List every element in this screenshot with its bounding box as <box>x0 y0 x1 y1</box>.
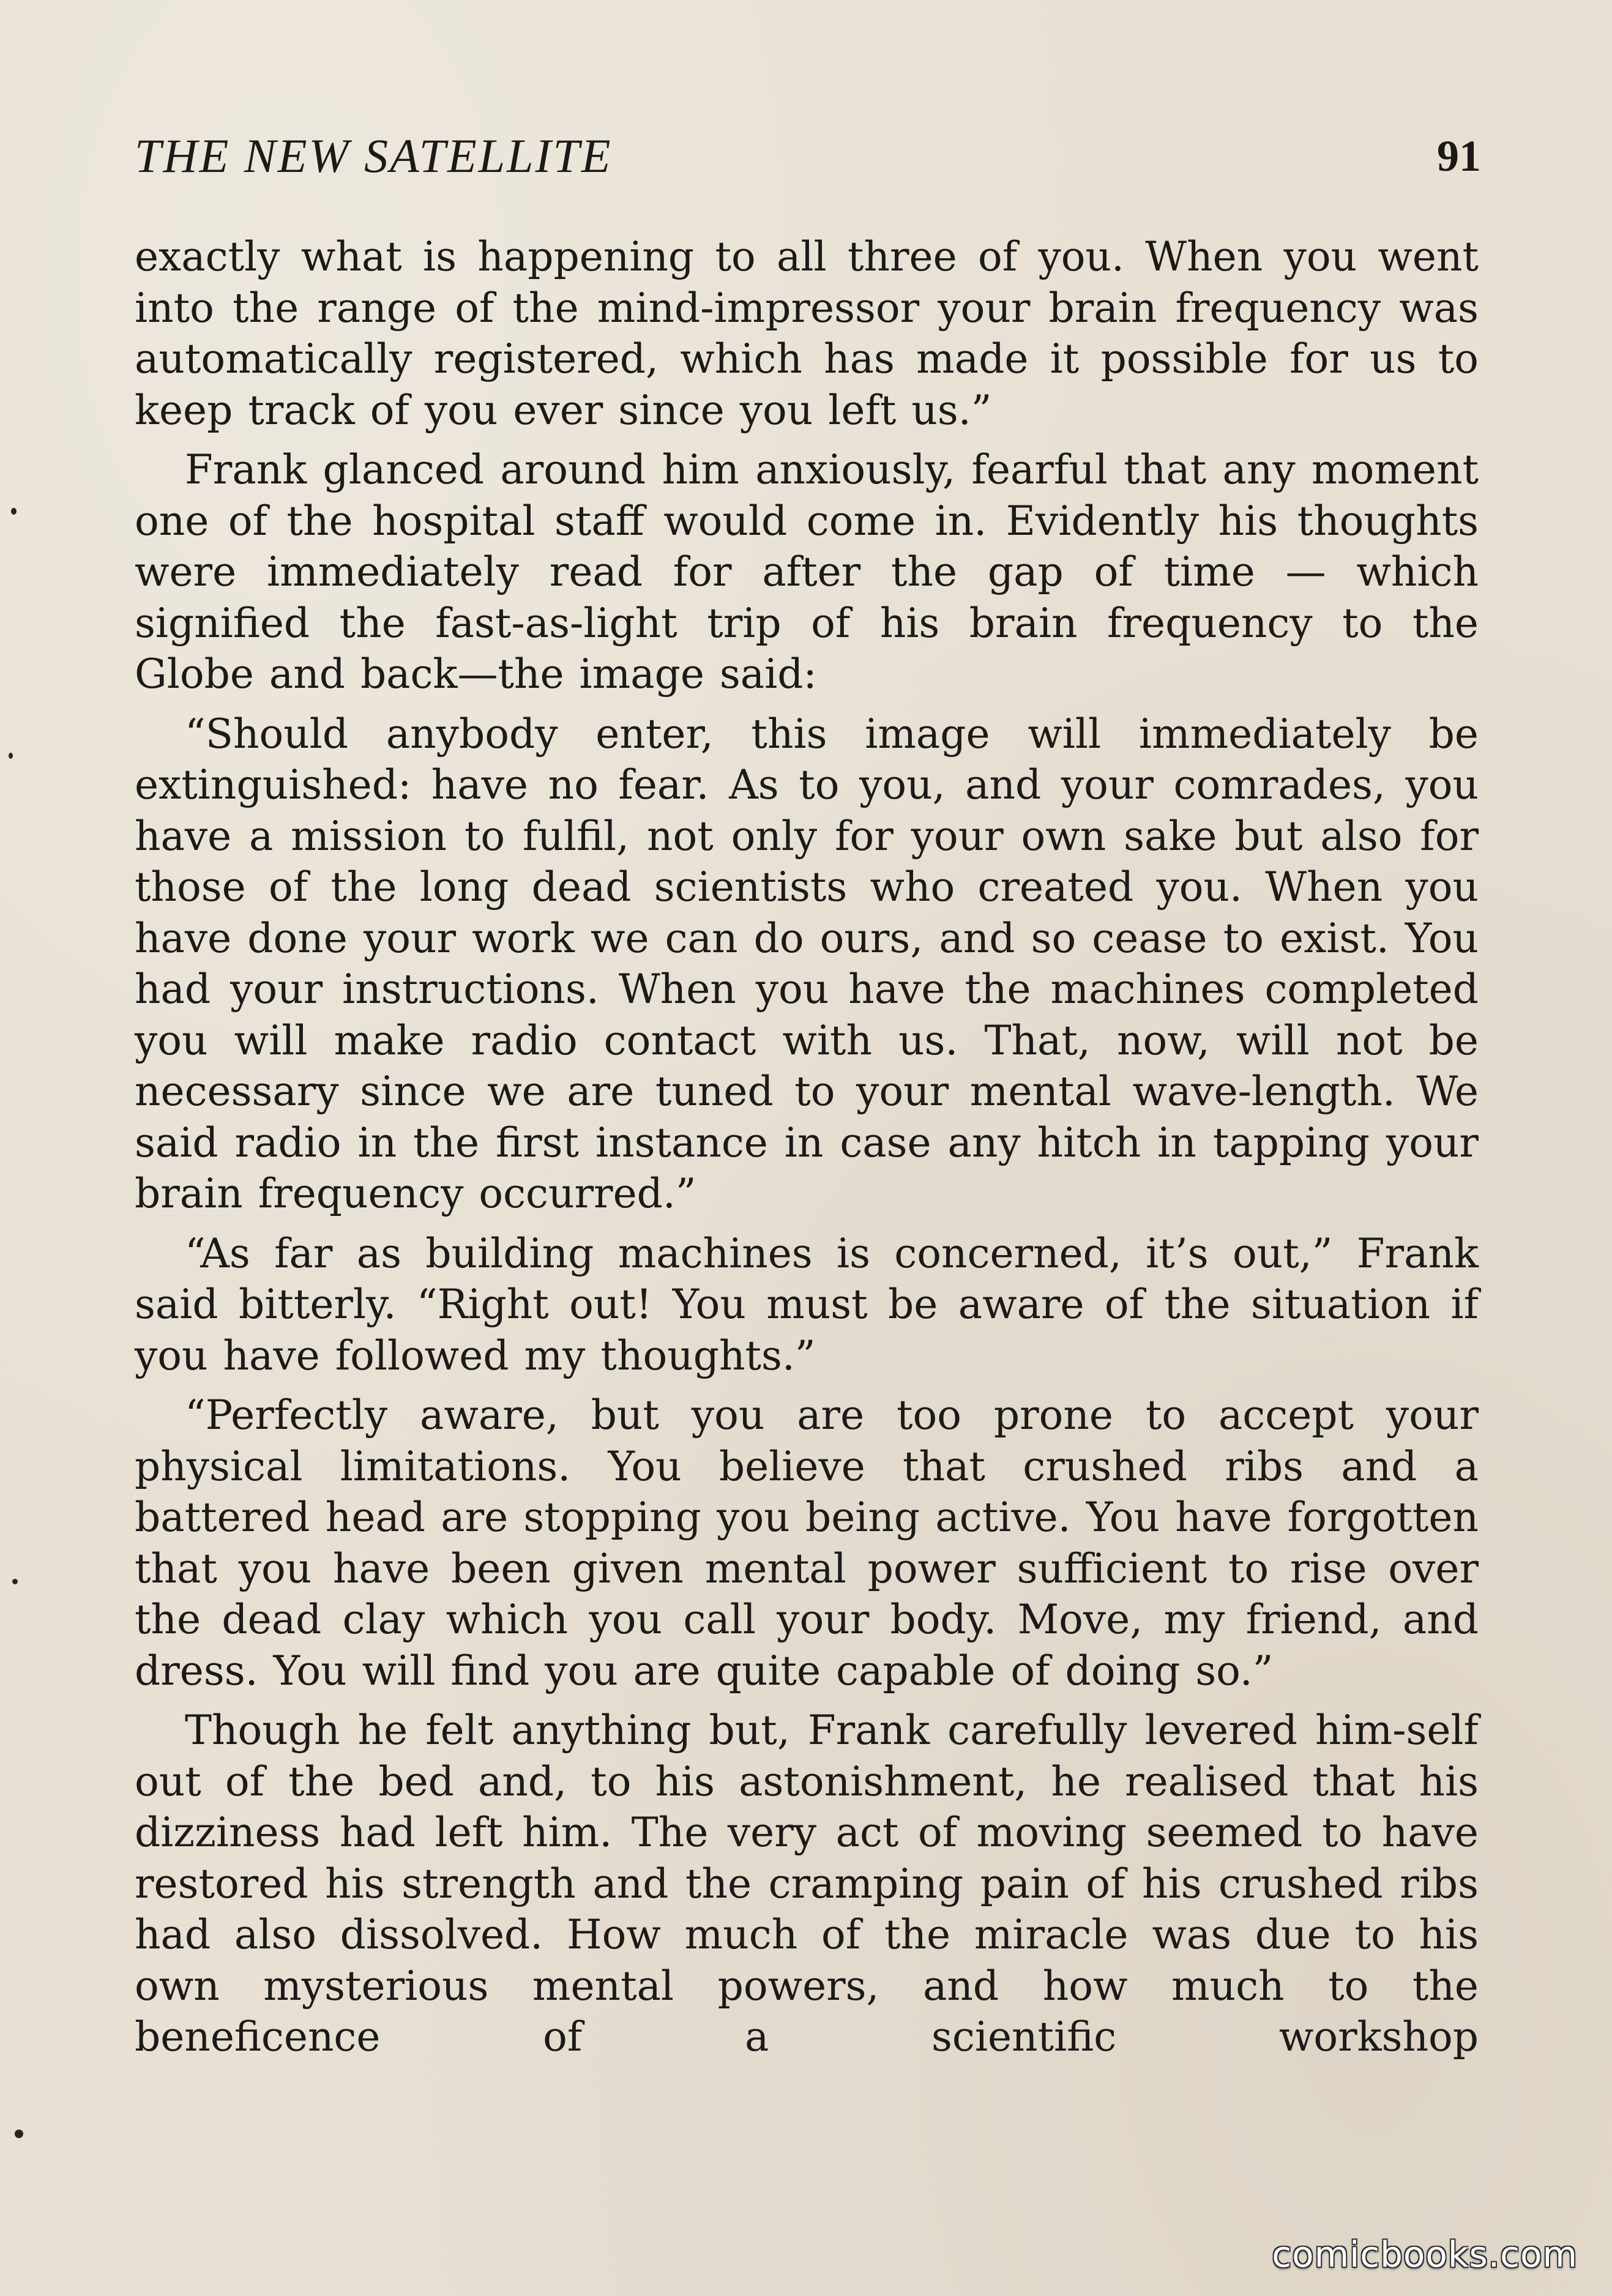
paper-speck <box>11 508 17 515</box>
paragraph: exactly what is happening to all three of you. When you went into the range of the mind-impressor your brain frequency was automatically registered, which has made it possible for us to keep track of you ever since you left us.” <box>135 233 1479 434</box>
paragraph: “As far as building machines is concerned, it’s out,” Frank said bitterly. “Right out! You must be aware of the situation if you have followed my thoughts.” <box>135 1229 1479 1379</box>
paper-speck <box>15 2130 23 2138</box>
paragraph: “Should anybody enter, this image will immediately be extinguished: have no fear. As to you, and your comrades, you have a mission to fulfil, not only for your own sake but also for those of the long dead scientists who created you. When you have done your work we can do ours, and so cease to exist. You had your instructions. When you have the machines completed you will make radio contact with us. That, now, will not be necessary since we are tuned to your mental wave-length. We said radio in the first instance in case any hitch in tapping your brain frequency occurred.” <box>135 710 1479 1217</box>
paragraph: Frank glanced around him anxiously, fearful that any moment one of the hospital staff would come in. Evidently his thoughts were immediately read for after the gap of time — which signified the fast-as-light trip of his brain frequency to the Globe and back—the image said: <box>135 446 1479 698</box>
page-number: 91 <box>1437 132 1481 181</box>
paper-speck <box>9 753 13 759</box>
paragraph: Though he felt anything but, Frank carefully levered him-self out of the bed and, to his astonishment, he realised that his dizziness had left him. The very act of moving seemed to have restored his strength and the cramping pain of his crushed ribs had also dissolved. How much of the miracle was due to his own mysterious mental powers, and how much to the beneficence of a scientific workshop <box>135 1707 1479 2060</box>
running-title: THE NEW SATELLITE <box>135 129 613 182</box>
paragraph: “Perfectly aware, but you are too prone to accept your physical limitations. You believe that crushed ribs and a battered head are stopping you being active. You have forgotten that you have been given mental power sufficient to rise over the dead clay which you call your body. Move, my friend, and dress. You will find you are quite capable of doing so.” <box>135 1392 1479 1694</box>
paper-speck <box>12 1579 18 1584</box>
body-text <box>135 231 1479 2071</box>
page-header <box>135 122 1481 190</box>
watermark: comicbooks.com <box>1272 2234 1578 2275</box>
